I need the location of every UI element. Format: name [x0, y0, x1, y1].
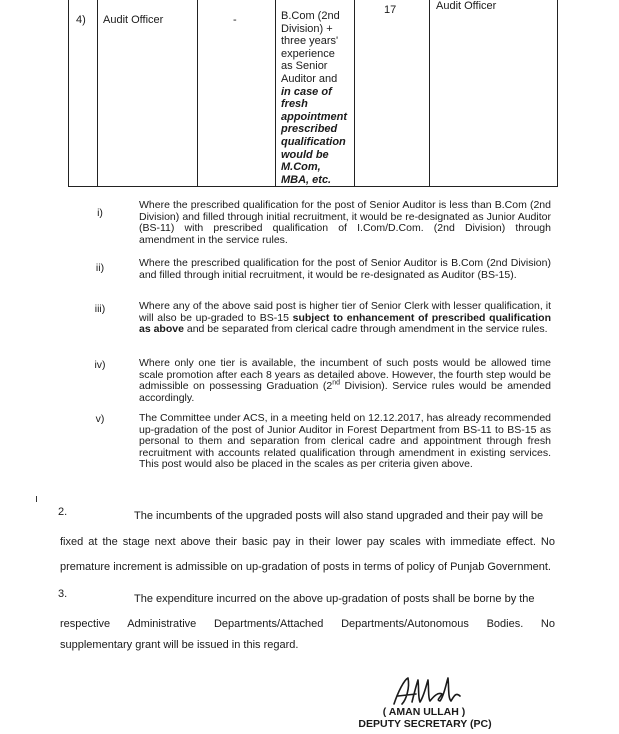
signatory-title: DEPUTY SECRETARY (PC): [358, 718, 492, 730]
qualification-line-bold: would be: [281, 148, 329, 161]
item-text: [139, 358, 551, 404]
row-qualification: [281, 10, 353, 186]
item-text-part: Where only one tier is available, the incumbent of such posts would be allowed time scale promotion after each 8 years as detailed above. However, the fourth step would be admissible on possessing Graduation (2: [139, 357, 551, 393]
paragraph-number: 2.: [58, 506, 68, 518]
table-divider-4: [354, 0, 355, 186]
qualification-line: Division) +: [281, 22, 333, 35]
item-text: Where the prescribed qualification for the post of Senior Auditor is less than B.Com (2nd Division) and filled through initial recruitment, it would be re-designated as Junior Auditor (BS-11) with prescribed qualification of I.Com/D.Com. (2nd Division) through amendment in the service rules.: [139, 199, 551, 246]
table-border-left: [68, 0, 69, 186]
qualification-line-bold: qualification: [281, 135, 346, 148]
item-number: iv): [94, 359, 106, 371]
item-number: iii): [94, 303, 106, 315]
qualification-line: B.Com (2nd: [281, 10, 340, 22]
item-number: i): [97, 207, 103, 219]
qualification-line-bold: appointment: [281, 110, 347, 123]
item-text: Where the prescribed qualification for the post of Senior Auditor is B.Com (2nd Division) and filled through initial recruitment, it would be re-designated as Auditor (BS-15).: [139, 257, 551, 281]
table-divider-3: [275, 0, 276, 186]
qualification-line-bold: in case of: [281, 85, 332, 98]
paragraph-line: respective Administrative Departments/Attached Departments/Autonomous Bodies. No: [60, 618, 555, 630]
item-text-part: and be separated from clerical cadre through amendment in the service rules.: [183, 323, 548, 336]
item-text-bold: subject to enhancement of prescribed qualification as above: [139, 311, 551, 336]
margin-tick-mark: [36, 496, 37, 502]
paragraph-line: The incumbents of the upgraded posts will also stand upgraded and their pay will be: [134, 510, 544, 522]
row-dash: -: [233, 14, 237, 26]
paragraph-number: 3.: [58, 588, 68, 600]
item-text-part: Division). Service rules would be amended accordingly.: [139, 380, 551, 404]
qualification-line: three years': [281, 35, 339, 48]
qualification-line-bold: MBA, etc.: [281, 173, 332, 186]
qualification-line-bold: prescribed: [281, 123, 338, 136]
qualification-line: Auditor and: [281, 72, 338, 85]
item-text-superscript: nd: [332, 379, 340, 387]
row-new-designation: Audit Officer: [436, 0, 497, 12]
row-number: 17: [384, 4, 397, 16]
qualification-line: experience: [281, 47, 335, 60]
item-text: [139, 301, 551, 336]
paragraph-line: supplementary grant will be issued in this regard.: [60, 639, 299, 651]
handwritten-signature: [388, 674, 468, 710]
qualification-line: as Senior: [281, 60, 328, 73]
item-text: The Committee under ACS, in a meeting held on 12.12.2017, has already recommended up-gradation of the post of Junior Auditor in Forest Department from BS-11 to BS-15 as personal to them and separation from clerical cadre and appointment through fresh recruitment with accounts related qualification through amendment in existing services. This post would also be placed in the scales as per criteria given above.: [139, 412, 551, 471]
qualification-line-bold: M.Com,: [281, 161, 321, 174]
table-divider-5: [429, 0, 430, 186]
paragraph-line: fixed at the stage next above their basic pay in their lower pay scales with immediate effect. No: [60, 536, 555, 548]
paragraph-line: The expenditure incurred on the above up-gradation of posts shall be borne by the: [134, 593, 535, 605]
table-border-right: [557, 0, 558, 186]
item-text-part: Where any of the above said post is higher tier of Senior Clerk with lesser qualification, it will also be up-graded to BS-15: [139, 300, 551, 324]
paragraph-line: premature increment is admissible on up-gradation of posts in terms of policy of Punjab Government.: [60, 561, 551, 573]
qualification-line-bold: fresh: [281, 98, 308, 111]
row-serial: 4): [76, 14, 86, 26]
row-post: Audit Officer: [103, 14, 164, 26]
signatory-name: ( AMAN ULLAH ): [382, 706, 466, 718]
item-number: ii): [95, 262, 105, 274]
item-number: v): [95, 413, 105, 425]
table-divider-2: [197, 0, 198, 186]
table-divider-1: [97, 0, 98, 186]
